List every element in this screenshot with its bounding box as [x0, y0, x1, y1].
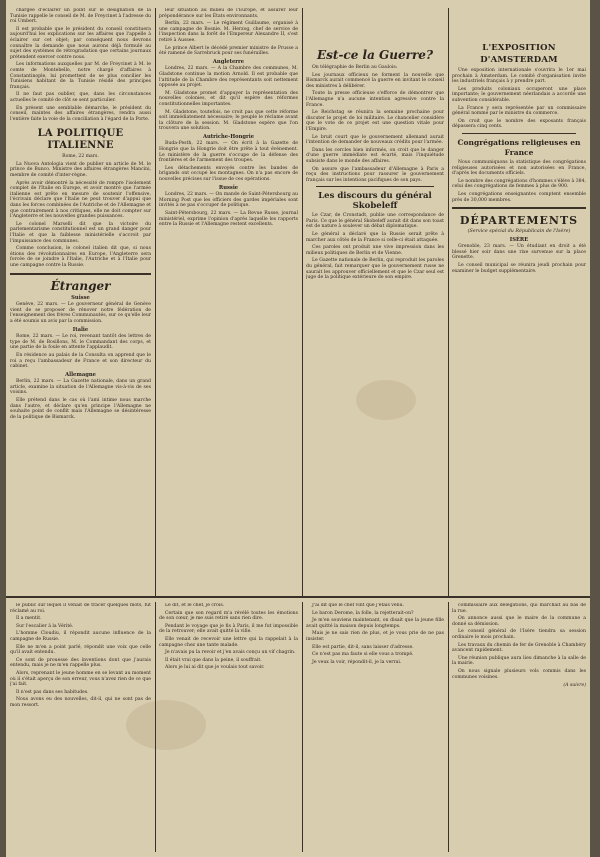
paragraph: Buda-Pesth, 22 mars. — On écrit à la Gazette de Hongrie que la Hongrie doit être prête à tout événement. Le ministère de la guerre s'occupe de la défense des frontières et de l'armement des troupes.	[159, 141, 298, 164]
paragraph: Les produits coloniaux occuperont une place importante; le gouvernement néerlandais a accordé une subvention considérable.	[452, 86, 586, 103]
paragraph: Elle venait de recevoir une lettre qui la rappelait à la campagne chez une tante malade.	[159, 636, 298, 648]
newspaper-page	[6, 0, 590, 857]
paragraph: Toute la presse officieuse s'efforce de démontrer que l'Allemagne n'a aucune intention agressive contre la France.	[306, 91, 444, 108]
paragraph: Il est probable que le président du conseil constituera aujourd'hui les explications sur les affaires que l'appelle à éclairer sur cet objet; par conséquent nous devrons connaître la demande que nous aurons déjà formulé au sujet des systèmes de rétrogradation que certains journaux prétendent exercer contre nous.	[10, 26, 151, 60]
paragraph: La France y sera représentée par un commissaire général nommé par le ministre du commerce.	[452, 105, 586, 117]
paragraph: Le général a déclaré que la Russie serait prête à marcher aux côtés de la France si celle-ci était attaquée.	[306, 232, 444, 243]
feuilleton-rule	[6, 596, 590, 598]
paragraph: Londres, 22 mars. — On mande de Saint-Pétersbourg au Morning Post que les officiers des gardes impériales sont invités à ne pas s'occuper de politique.	[159, 192, 298, 209]
column-3	[306, 8, 444, 594]
paragraph: J'ai dit que le chef vint que j'étais venu.	[312, 603, 405, 608]
section-divider	[452, 207, 586, 209]
section-head-allemagne: Allemagne	[65, 371, 96, 378]
paragraph: Nous communiquons la statistique des congrégations religieuses autorisées et non autorisées en France, d'après les documents officiels.	[452, 159, 586, 177]
headline-congregations: Congrégations religieuses en France	[457, 137, 581, 157]
paragraph: Il ne faut pas oublier, que, dans les circonstances actuelles le comité de clôt se sent particulier.	[10, 92, 151, 103]
paragraph: Le conseil général de l'Isère tiendra sa session ordinaire le mois prochain.	[452, 629, 586, 640]
to-be-continued: (A suivre)	[563, 683, 586, 689]
column-rule	[302, 602, 303, 852]
headline-departements: DÉPARTEMENTS	[459, 214, 579, 228]
paragraph: Sur l'escalier à la Vérité.	[16, 623, 74, 629]
paragraph: Une réunion publique aura lieu dimanche à la salle de la mairie.	[452, 655, 586, 667]
paragraph: Il était vrai que dans la peine, il souffrait.	[165, 657, 262, 663]
paragraph: Les travaux du chemin de fer de Grenoble à Chambéry avancent rapidement.	[452, 642, 586, 654]
paragraph: Berlin, 22 mars. — Le régiment Guillaume, organisé à une campagne de Bosnie. M. Herzog, chef de service de l'inspection dans la forêt de l'Empereur Alexandre II, s'est retiré à Aussee.	[159, 21, 298, 43]
paragraph: On télégraphie de Berlin au Gaulois:	[312, 65, 398, 70]
paragraph: Après avoir démontré la nécessité de rompre l'isolement complet de l'Italie en Europe, et avoir montré que l'armée italienne est prête en mesure de soutenir l'offensive, l'écrivain déclare que l'Italie ne peut trouver d'appui que dans les forces combinées de l'Autriche et de l'Allemagne et que contrairement à nos critiques, elle ne doit compter sur l'Angleterre et les nouvelles grandes puissances.	[10, 180, 151, 220]
paragraph: Il a mentit.	[16, 616, 42, 622]
paragraph: En présent une semblable démarche, le président du conseil, maintes des affaires étrangères, rendra aussi l'entière faite la voie de la conciliation à l'égard de la Porte.	[10, 105, 151, 122]
headline-politique-italienne: LA POLITIQUE ITALIENNE	[37, 128, 124, 152]
paragraph: Le Gazette nationale de Berlin, qui reproduit les paroles du général, fait remarquer que le gouvernement russe ne saurait les approuver officiellement et que le Czar seul est juge de la politique extérieure de son empire.	[306, 258, 444, 281]
dateline: Rome, 22 mars.	[62, 154, 99, 160]
section-head-italie: Italie	[72, 326, 89, 333]
paragraph: Je veux la voir, répondit-il, je la verrai.	[312, 659, 402, 665]
paragraph: Une exposition internationale s'ouvrira le 1er mai prochain à Amsterdam. Le comité d'organisation invite les industriels français à y prendre part.	[452, 68, 586, 85]
headline-skobeleff: Les discours du général Skobeleff	[318, 191, 432, 212]
paragraph: Ces paroles ont produit une vive impression dans les milieux politiques de Berlin et de Vienne.	[306, 245, 444, 256]
paragraph: On nous signale plusieurs vols commis dans les communes voisines.	[452, 668, 586, 680]
section-head-russie: Russie	[218, 184, 239, 191]
paragraph: Le nombre des congrégations d'hommes s'élève à 384, celui des congrégations de femmes à plus de 900.	[452, 178, 586, 190]
paragraph: Rome, 22 mars. — Le roi, revenant tantôt des lettres de type de M. de Bosillons, M. le Commandant des corps, et une partie de la foule en attente l'applaudit.	[10, 334, 151, 351]
paragraph: Grenoble, 23 mars. — Un étudiant en droit a été blessé hier soir dans une rixe survenue sur la place Grenette.	[452, 244, 586, 261]
paragraph: La Nuova Antologia vient de publier un article de M. le prince de Bunco. Ministre des affaires étrangères Mancini, membre de comité d'inter-règne.	[10, 161, 151, 179]
paragraph: Les détachements envoyés contre les bandes de brigands ont occupé les montagnes. On n'a pas encore de nouvelles précises sur l'issue de ces opérations.	[159, 165, 298, 183]
headline-etranger: Étranger	[50, 278, 111, 293]
paragraph: chargée d'éclairer un point sur le désignation de la Tunisie rappelle le conseil de M. de Freycinet à l'adresse du roi Umbert.	[10, 8, 151, 25]
feuilleton-column-3	[306, 603, 444, 853]
paragraph: Le colonel Marselli dit que la victoire du parlementarisme constitutionnel est un grand danger pour l'Italie et que la faiblesse ministérielle s'accroit par l'impuissance des communes.	[10, 221, 151, 244]
section-head-isere: ISÈRE	[509, 236, 529, 243]
section-divider	[10, 273, 151, 275]
paragraph: Je n'avais pu la revoir et j'en avais conçu un vif chagrin.	[165, 650, 296, 656]
paragraph: Le baron Derome, la folle, la rejetterait-on?	[312, 610, 414, 616]
paragraph: M. Gladstone, toutefois, ne croit pas que cette réforme soit immédiatement nécessaire; le peuple le réclame avant la clôture de la session. M. Gladstone espère que l'on trouvera une solution.	[159, 109, 298, 132]
paragraph: Londres, 22 mars. — A la Chambre des communes, M. Gladstone continue la motion Arnold. Il est probable que l'attitude de la Chambre des représentants soit nettement opposée au projet.	[159, 66, 298, 89]
paragraph: Elle est partie, dit-il, sans laisser d'adresse.	[312, 644, 414, 650]
paragraph: Les journaux officieux ne forment la nouvelle que Bismarck aurait commencé la guerre en invitant le conseil des ministres à délibérer.	[306, 72, 444, 89]
section-head-suisse: Suisse	[71, 294, 90, 301]
paragraph: Ce sont de prouesse des inventions dont que j'aurais entendu, mais je ne m'en rappelle plus.	[10, 657, 151, 669]
paragraph: Le Reichstag se réunira la semaine prochaine pour discuter le projet de loi militaire. Le chancelier considère que le vote de ce projet est une question vitale pour l'Empire.	[306, 110, 444, 132]
column-rule	[155, 8, 156, 598]
paragraph: Comme conclusion, le colonel italien dit que, si nous étions des révolutionnaires en Europe, l'Angleterre sera forcée de se joindre à l'Italie, l'Autriche et à l'Italie pour une campagne contre la Russie.	[10, 246, 151, 268]
paragraph: On annonce aussi que le maire de la commune a donné sa démission.	[452, 616, 586, 627]
paragraph: Elle prétend dans le cas où l'ami intime nous marche dans l'autre, et déclare qu'en principe l'Allemagne ne souhaite point de conflit mais l'Allemagne se désintéresse de la politique de Bismarck.	[10, 398, 151, 420]
column-rule	[155, 602, 156, 852]
section-head-angleterre: Angleterre	[212, 58, 245, 65]
paragraph: Le conseil municipal se réunira jeudi prochain pour examiner le budget supplémentaire.	[452, 263, 586, 274]
paragraph: Certain que son regard m'a révélé toutes les émotions de son cœur, je me suis retiré sans rien dire.	[159, 610, 298, 622]
departements-subtitle: (Service spécial du Républicain de l'Isère)	[467, 229, 571, 235]
column-rule	[448, 602, 449, 852]
paragraph: Mais je ne sais rien de plus, et je vous prie de ne pas insister.	[306, 631, 444, 642]
paragraph: Je m'en souviens maintenant, on disait que la jeune fille avait quitté la maison depuis longtemps.	[306, 618, 444, 629]
paragraph: On croit que le nombre des exposants français dépassera cinq cents.	[452, 118, 586, 130]
column-rule	[302, 8, 303, 598]
feuilleton-column-2	[159, 603, 298, 853]
paragraph: Genève, 22 mars. — Le gouverneur général de Genève vient de se proposer de rénover notre fédération de l'enseignement des frères Communautés, sur ce qu'elle leur a été soumis un avis par la commission.	[10, 302, 151, 324]
paragraph: Pendant le voyage que je fis à Paris, il me fut impossible de la retrouver; elle avait quitté la ville.	[159, 623, 298, 635]
paragraph: leur situation au milieu de l'Europe, et assurer leur prépondérance sur les États environnants.	[159, 8, 298, 19]
paragraph: Alors je lui ai dit que je voulais tout savoir.	[165, 665, 265, 671]
paragraph: En résidence au palais de la Consulta on apprend que le roi a reçu l'ambassadeur de France et son directeur du cabinet.	[10, 352, 151, 370]
paragraph: Le dit, et le chef, je crois.	[165, 603, 225, 608]
paragraph: Berlin, 22 mars. — La Gazette nationale, dans un grand article, examine la situation de l'Allemagne vis-à-vis de ses voisins.	[10, 379, 151, 396]
column-2	[159, 8, 298, 594]
paragraph: On assure que l'ambassadeur d'Allemagne à Paris a reçu des instructions pour rassurer le gouvernement français sur les intentions pacifiques de son pays.	[306, 166, 444, 183]
paragraph: L'homme Cloudiu, il répondit aucune influence de la campagne de Russie.	[10, 631, 151, 642]
section-divider	[316, 186, 434, 187]
paragraph: M. Gladstone promet d'appuyer la représentation des nouvelles colonies, et dit qu'il espère des réformes constitutionnelles importantes.	[159, 90, 298, 107]
headline-exposition-amsterdam: L'EXPOSITION D'AMSTERDAM	[480, 43, 558, 65]
headline-est-ce-la-guerre: Est-ce la Guerre?	[317, 48, 433, 62]
paragraph: Saint-Pétersbourg, 22 mars. — La Revue Russe, journal ministériel, exprime l'opinion d'après laquelle les rapports entre la Russie et l'Allemagne restent excellents.	[159, 211, 298, 228]
paragraph: Alors, reprenant le jeune homme en se levant au moment où il s'était aperçu de son erreur, vous n'avez rien de ce que j'ai fait.	[10, 670, 151, 688]
paragraph: Les informations auxquelles par M. de Freycinet à M. le comte de Montebello, notre chargé d'affaires à Constantinople, lui promettent de se plus concilier les Tunisiens habitant de la Tunisie résidé des principes français.	[10, 62, 151, 90]
paragraph: Nous avons eu des nouvelles, dit-il, qui ne sont pas de mon ressort.	[10, 697, 151, 708]
column-4	[452, 8, 586, 594]
paragraph: Il n'est pas dans ses habitudes.	[16, 689, 89, 695]
paragraph: Elle ne m'en a point parlé, répondit une voix que celle qu'il avait entendu.	[10, 644, 151, 656]
paragraph: le public sur lequel il venait de tracer quelques mots, fut réclamé au roi.	[10, 603, 151, 614]
paragraph: Dans les cercles bien informés, on croit que le danger d'une guerre immédiate est écarté, mais l'inquiétude subsiste dans le monde des affaires.	[306, 147, 444, 164]
paragraph: Le prince Albert le décédé premier ministre de Prusse a été ramené de Sarrebruck pour ses funérailles.	[159, 45, 298, 57]
paragraph: Ce n'est pas ma faute si elle vous a trompé.	[312, 652, 414, 658]
section-divider	[462, 133, 576, 134]
paragraph: Le bruit court que le gouvernement allemand aurait l'intention de demander de nouveaux crédits pour l'armée.	[306, 134, 444, 146]
column-1	[10, 8, 151, 594]
column-rule	[448, 8, 449, 598]
paragraph: commissaire aux délégations, qui marchait au bas de la rue.	[452, 603, 586, 614]
paragraph: Le Czar, de Cronstadt, publie une correspondance de Paris. Ce que le général Skobeleff aurait dit dans son toast est de nature à soulever un débat diplomatique.	[306, 213, 444, 230]
feuilleton-column-1	[10, 603, 151, 853]
feuilleton-column-4	[452, 603, 586, 853]
section-head-autriche: Autriche-Hongrie	[202, 133, 255, 140]
paragraph: Les congrégations enseignantes comptent ensemble près de 30,000 membres.	[452, 191, 586, 203]
